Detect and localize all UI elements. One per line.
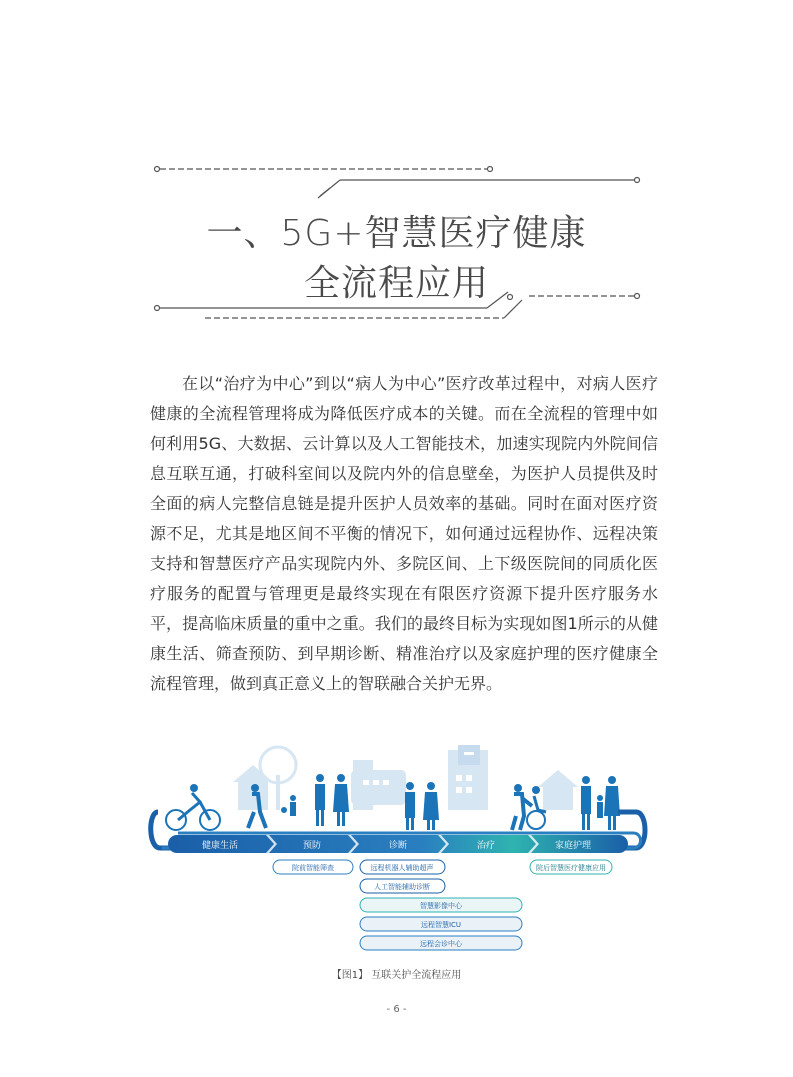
tag-wide-1 bbox=[360, 917, 522, 931]
stage-label-3: 治疗 bbox=[476, 841, 496, 851]
svg-text:院后智慧医疗健康应用: 院后智慧医疗健康应用 bbox=[536, 864, 606, 872]
stage-label-0: 健康生活 bbox=[201, 841, 239, 851]
tag-diagnosis-0 bbox=[360, 860, 445, 874]
body-paragraph-container bbox=[150, 369, 658, 699]
tag-diagnosis-1 bbox=[360, 879, 445, 893]
tag-wide-0 bbox=[360, 898, 522, 912]
tag-treatment bbox=[530, 860, 612, 874]
svg-text:院前智能筛查: 院前智能筛查 bbox=[292, 864, 334, 872]
svg-text:远程机器人辅助超声: 远程机器人辅助超声 bbox=[370, 864, 434, 872]
stage-label-4: 家庭护理 bbox=[554, 841, 592, 851]
svg-text:人工智能辅助诊断: 人工智能辅助诊断 bbox=[374, 883, 430, 891]
svg-text:智慧影像中心: 智慧影像中心 bbox=[420, 902, 462, 910]
figure-care-process bbox=[148, 740, 648, 960]
svg-text:远程智慧ICU: 远程智慧ICU bbox=[420, 921, 462, 929]
page-title-line-2: 全流程应用 bbox=[303, 263, 489, 304]
tag-wide-2 bbox=[360, 936, 522, 950]
tag-prevention bbox=[273, 860, 353, 874]
stage-label-2: 诊断 bbox=[388, 841, 408, 851]
figure-caption: 【图1】 互联关护全流程应用 bbox=[331, 970, 462, 981]
svg-text:远程会诊中心: 远程会诊中心 bbox=[420, 940, 462, 948]
stage-label-1: 预防 bbox=[302, 841, 322, 851]
body-paragraph: 在以“治疗为中心”到以“病人为中心”医疗改革过程中，对病人医疗健康的全流程管理将成为降低医疗成本的关键。而在全流程的管理中如何利用5G、大数据、云计算以及人工智能技术，加速实现院内外院间信息互联互通，打破科室间以及院内外的信息壁垒，为医护人员提供及时全面的病人完整信息链是提升医护人员效率的基础。同时在面对医疗资源不足，尤其是地区间不平衡的情况下，如何通过远程协作、远程决策支持和智慧医疗产品实现院内外、多院区间、上下级医院间的同质化医疗服务的配置与管理更是最终实现在有限医疗资源下提升医疗服务水平，提高临床质量的重中之重。我们的最终目标为实现如图1所示的从健康生活、筛查预防、到早期诊断、精准治疗以及家庭护理的医疗健康全流程管理，做到真正意义上的智联融合关护无界。 bbox=[150, 374, 658, 693]
page-number: - 6 - bbox=[386, 1004, 407, 1015]
page-title-line-1: 一、5G+智慧医疗健康 bbox=[206, 213, 587, 254]
